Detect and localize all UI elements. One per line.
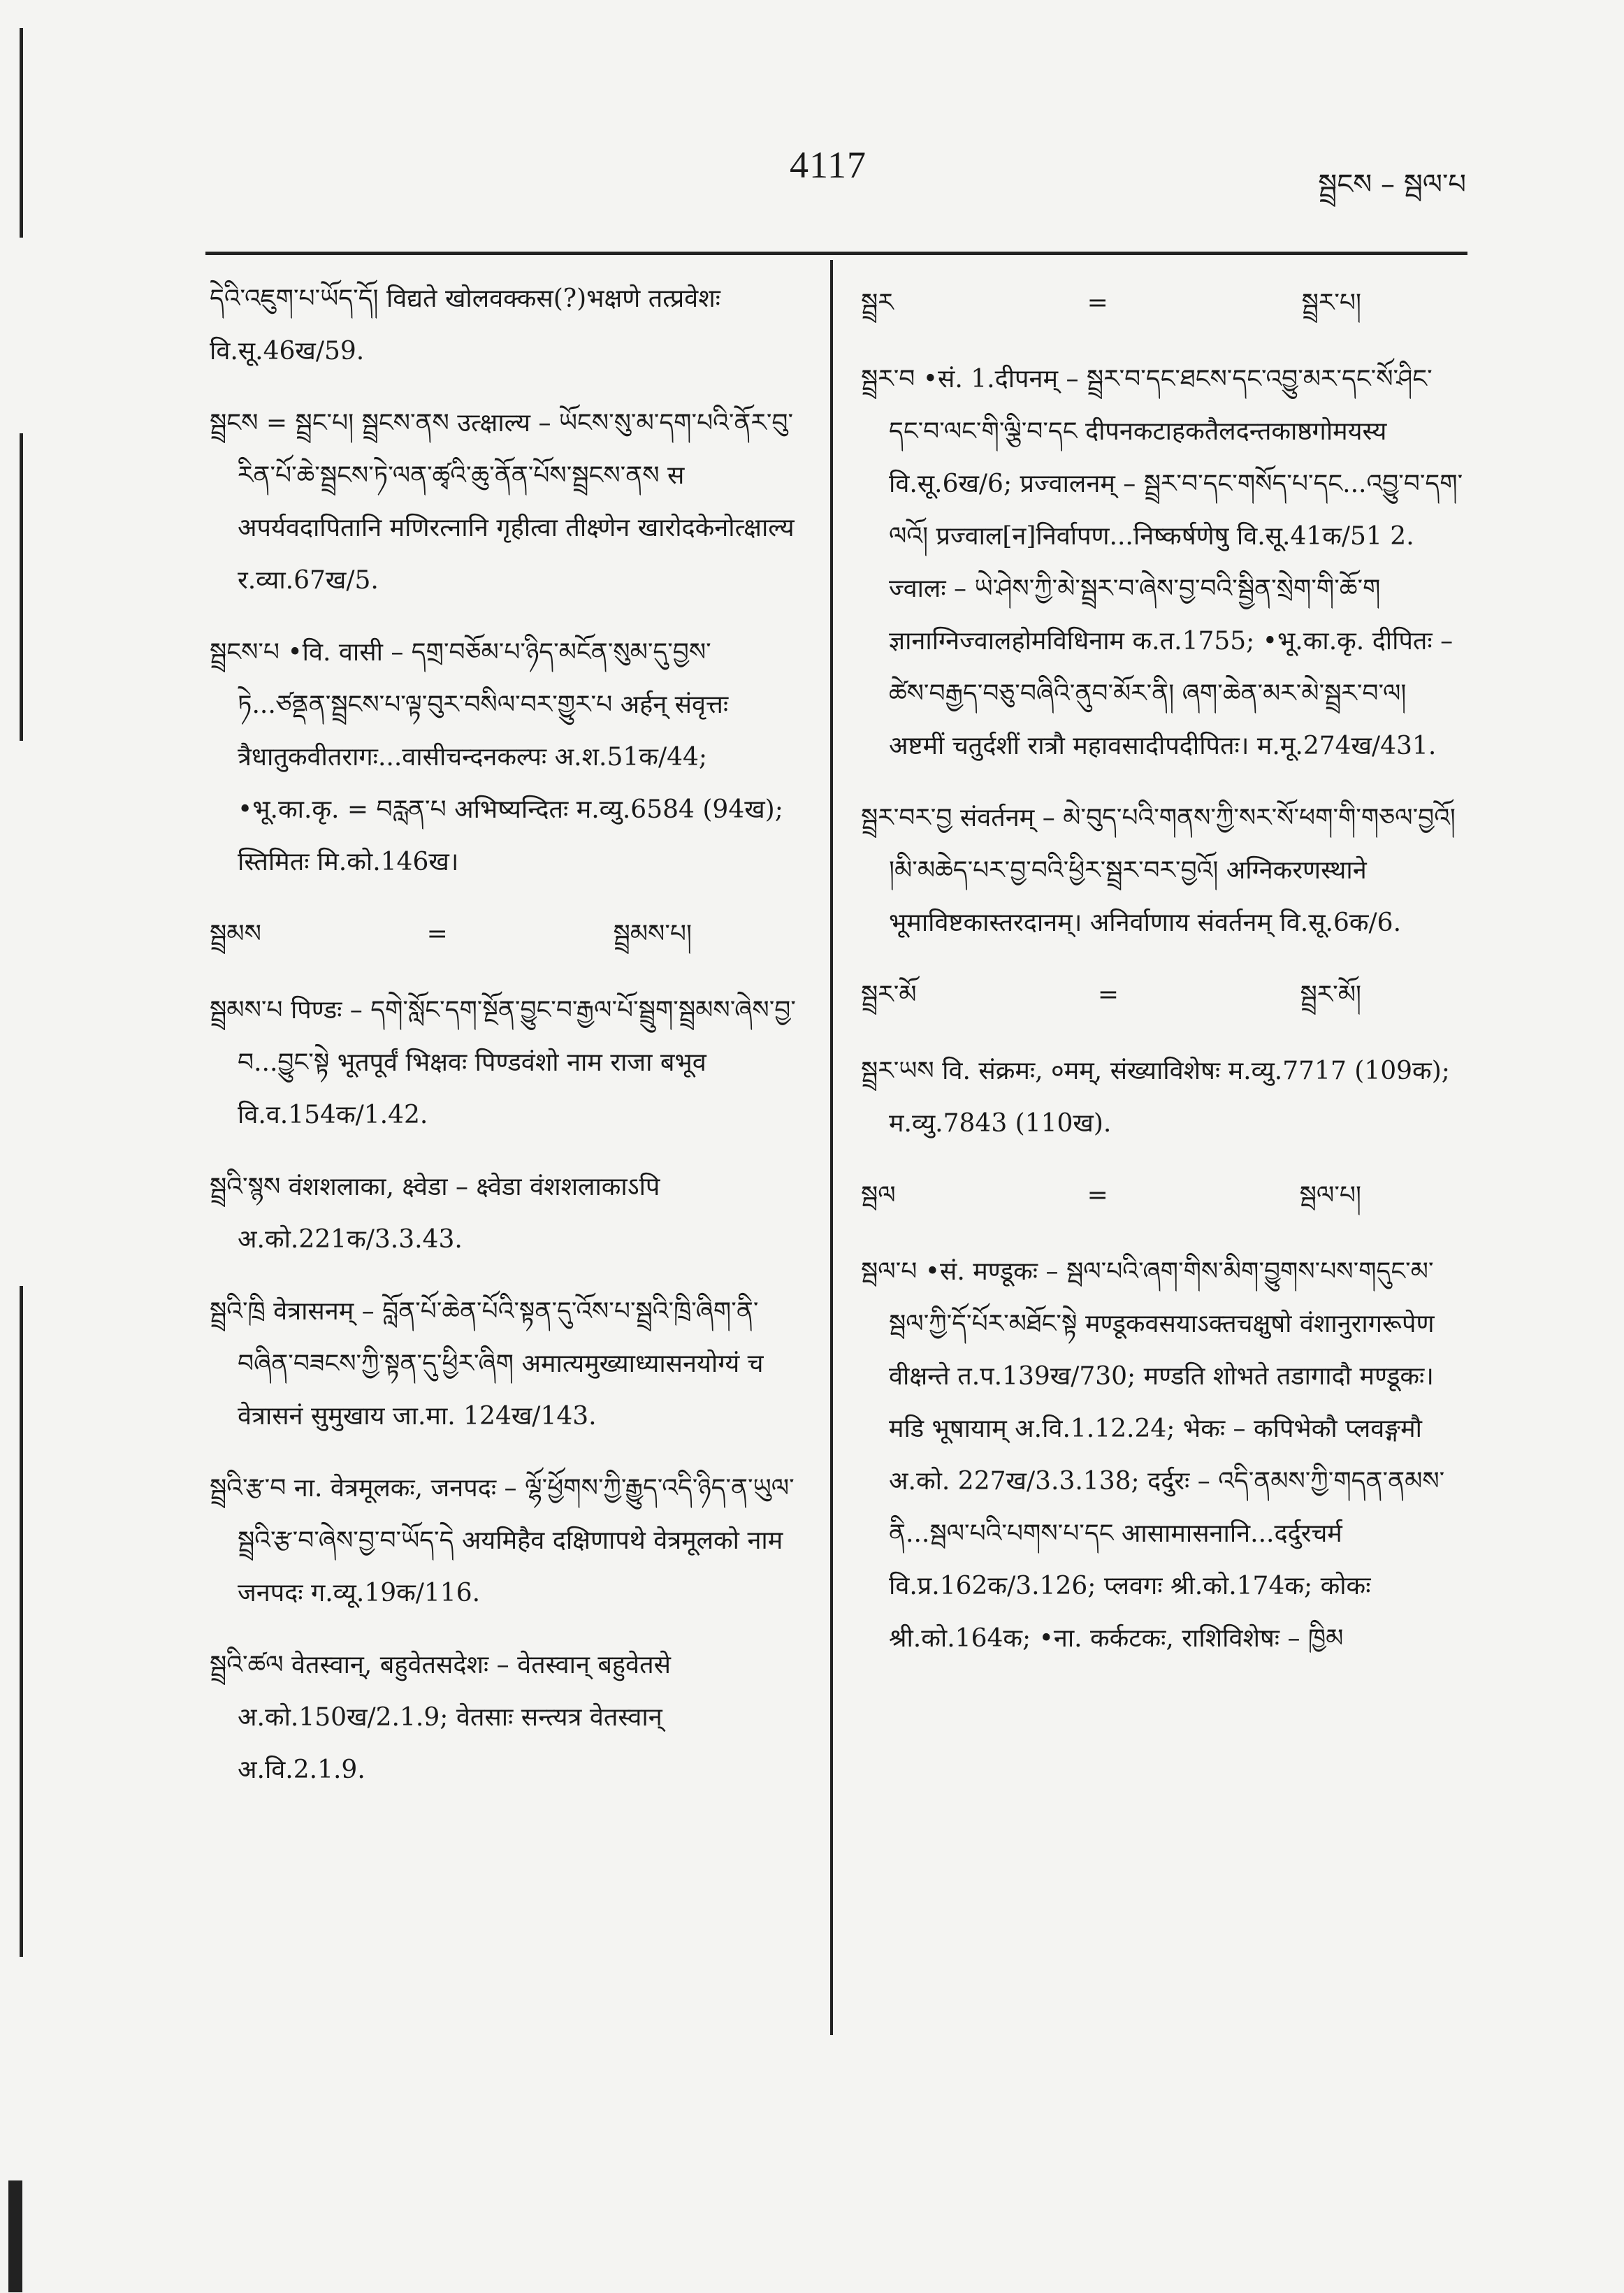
cross-reference xyxy=(861,277,1466,329)
xref-equals: = xyxy=(1087,1181,1108,1210)
xref-headword: སྦྲམས xyxy=(210,920,261,948)
dictionary-entry: སྦྲམས་པ पिण्डः – དགེ་སློང་དག་སྔོན་བྱུང་བ་རྒྱལ་པོ་སྦྲུག་སྦྲམས་ཞེས་བྱ་བ...བྱུང་སྟེ भूतपूर्वं भिक्षवः पिण्डवंशो नाम राजा बभूव वि.व.154क/1.42. xyxy=(210,996,796,1129)
dictionary-entry: སྦྲར་ཡས वि. संक्रमः, ०मम्, संख्याविशेषः म.व्यु.7717 (109क); म.व्यु.7843 (110ख). xyxy=(861,1057,1450,1138)
xref-equals: = xyxy=(426,920,448,948)
xref-target: སྦྲར་པ། xyxy=(1301,289,1361,317)
xref-headword: སྦྲར་མོ xyxy=(861,981,917,1009)
page-number: 4117 xyxy=(790,144,867,186)
xref-equals: = xyxy=(1097,981,1119,1009)
dictionary-entry: སྦྲའི་ཚལ वेतस्वान्, बहुवेतसदेशः – वेतस्वान् बहुवेतसे अ.को.150ख/2.1.9; वेतसाः सन्त्यत्र वेतस्वान् अ.वि.2.1.9. xyxy=(210,1651,671,1784)
xref-headword: སྦྲར xyxy=(861,289,894,317)
xref-equals: = xyxy=(1087,289,1108,317)
column-divider xyxy=(830,260,833,2035)
xref-target: སྦལ་པ། xyxy=(1299,1181,1361,1210)
cross-reference xyxy=(210,908,797,960)
binding-edge-mark-bottom xyxy=(8,2180,22,2292)
dictionary-entry: སྦྲའི་རྩ་བ ना. वेत्रमूलकः, जनपदः – ལྷོ་ཕྱོགས་ཀྱི་རྒྱུད་འདི་ཉིད་ན་ཡུལ་སྦྲའི་རྩ་བ་ཞེས་བྱ་བ་ཡོད་དེ अयमिहैव दक्षिणापथे वेत्रमूलको नाम जनपदः ग.व्यू.19क/116. xyxy=(210,1474,795,1607)
left-column xyxy=(210,273,797,1816)
xref-target: སྦྲར་མོ། xyxy=(1300,981,1361,1009)
xref-target: སྦྲམས་པ། xyxy=(613,920,692,948)
dictionary-entry: སྦྲར་བ •सं. 1.दीपनम् – སྦྲར་བ་དང་ཐངས་དང་འབྱུ་མར་དང་སོ་ཤིང་དང་བ་ལང་གི་ལྕི་བ་དང दीपनकटाहकतैलदन्तकाष्ठगोमयस्य वि.सू.6ख/6; प्रज्वालनम् – སྦྲར་བ་དང་གསོད་པ་དང...འབྱུ་བ་དག་ལའོ། प्रज्वाल[न]निर्वापण...निष्कर्षणेषु वि.सू.41क/51 2. ज्वालः – ཡེ་ཤེས་ཀྱི་མེ་སྦྲར་བ་ཞེས་བྱ་བའི་སྦྱིན་སྲེག་གི་ཆོ་ག ज्ञानाग्निज्वालहोमविधिनाम क.त.1755; •भू.का.कृ. दीपितः – ཚེས་བརྒྱད་བཅུ་བཞིའི་ནུབ་མོར་ནི། ཞག་ཆེན་མར་མེ་སྦྲར་བ་ལ། अष्टमीं चतुर्दशीं रात्रौ महावसादीपदीपितः। म.मू.274ख/431. xyxy=(861,365,1463,760)
dictionary-entry: སྦལ་པ •सं. मण्डूकः – སྦལ་པའི་ཞག་གིས་མིག་བྱུགས་པས་གདུང་མ་སྦལ་ཀྱི་དོ་པོར་མཐོང་སྟེ मण्डूकवसयाऽक्तचक्षुषो वंशानुरागरूपेण वीक्षन्ते त.प.139ख/730; मण्डति शोभते तडागादौ मण्डूकः। मडि भूषायाम् अ.वि.1.12.24; भेकः – कपिभेकौ प्लवङ्गमौ अ.को. 227ख/3.3.138; दर्दुरः – འདི་ནམས་ཀྱི་གདན་ནམས་ནི...སྦལ་པའི་པགས་པ་དང आसामासनानि...दर्दुरचर्म वि.प्र.162क/3.126; प्लवगः श्री.को.174क; कोकः श्री.को.164क; •ना. कर्कटकः, राशिविशेषः – ཁྱིམ xyxy=(861,1257,1445,1653)
binding-edge-mark-lower xyxy=(20,1286,23,1957)
binding-edge-mark-top xyxy=(20,28,23,238)
dictionary-entry: སྦྲངས = སྦྲང་པ། སྦྲངས་ནས उत्क्षाल्य – ཡོངས་སུ་མ་དག་པའི་ནོར་བུ་རིན་པོ་ཆེ་སྦྲངས་ཏེ་ལན་ཚྭའི་ཆུ་ནོན་པོས་སྦྲངས་ནས स अपर्यवदापितानि मणिरत्नानि गृहीत्वा तीक्ष्णेन खारोदकेनोत्क्षाल्य र.व्या.67ख/5. xyxy=(210,409,795,595)
cross-reference xyxy=(861,1169,1466,1222)
right-column xyxy=(861,273,1466,1684)
dictionary-entry: སྦྲའི་ཁྲི वेत्रासनम् – བློན་པོ་ཆེན་པོའི་སྟན་དུ་འོས་པ་སྦྲའི་ཁྲི་ཞིག་ནི་བཞིན་བཟངས་ཀྱི་སྟན་དུ་ཕྱིར་ཞིག अमात्यमुख्याध्यासनयोग्यं च वेत्रासनं सुमुखाय जा.मा. 124ख/143. xyxy=(210,1297,764,1431)
dictionary-entry: སྦྲར་བར་བྱ संवर्तनम् – མེ་བུད་པའི་གནས་ཀྱི་སར་སོ་ཕག་གི་གཅལ་བྱའོ། །མི་མཆེད་པར་བྱ་བའི་ཕྱིར་སྦྲར་བར་བྱའོ། अग्निकरणस्थाने भूमाविष्टकास्तरदानम्। अनिर्वाणाय संवर्तनम् वि.सू.6क/6. xyxy=(861,804,1456,937)
dictionary-entry: སྦྲངས་པ •वि. वासी – དགྲ་བཅོམ་པ་ཉིད་མངོན་སུམ་དུ་བྱས་ཏེ...ཙནྡན་སྦྲངས་པ་ལྟ་བུར་བསིལ་བར་གྱུར་པ अर्हन् संवृत्तः त्रैधातुकवीतरागः...वासीचन्दनकल्पः अ.श.51क/44; •भू.का.कृ. = བརླན་པ अभिष्यन्दितः म.व्यु.6584 (94ख); स्तिमितः मि.को.146ख। xyxy=(210,638,783,876)
cross-reference xyxy=(861,969,1466,1021)
dictionary-entry: དེའི་འཇུག་པ་ཡོད་དོ། विद्यते खोलवक्कस(?)भक्षणे तत्प्रवेशः वि.सू.46ख/59. xyxy=(210,284,720,366)
header-rule xyxy=(205,252,1467,255)
xref-headword: སྦལ xyxy=(861,1181,896,1210)
running-head: སྦྲངས – སྦལ་པ xyxy=(1318,168,1466,201)
dictionary-entry: སྦྲའི་སྙས वंशशलाका, क्ष्वेडा – क्ष्वेडा वंशशलाकाऽपि अ.को.221क/3.3.43. xyxy=(210,1173,660,1254)
binding-edge-mark-middle xyxy=(20,433,23,741)
